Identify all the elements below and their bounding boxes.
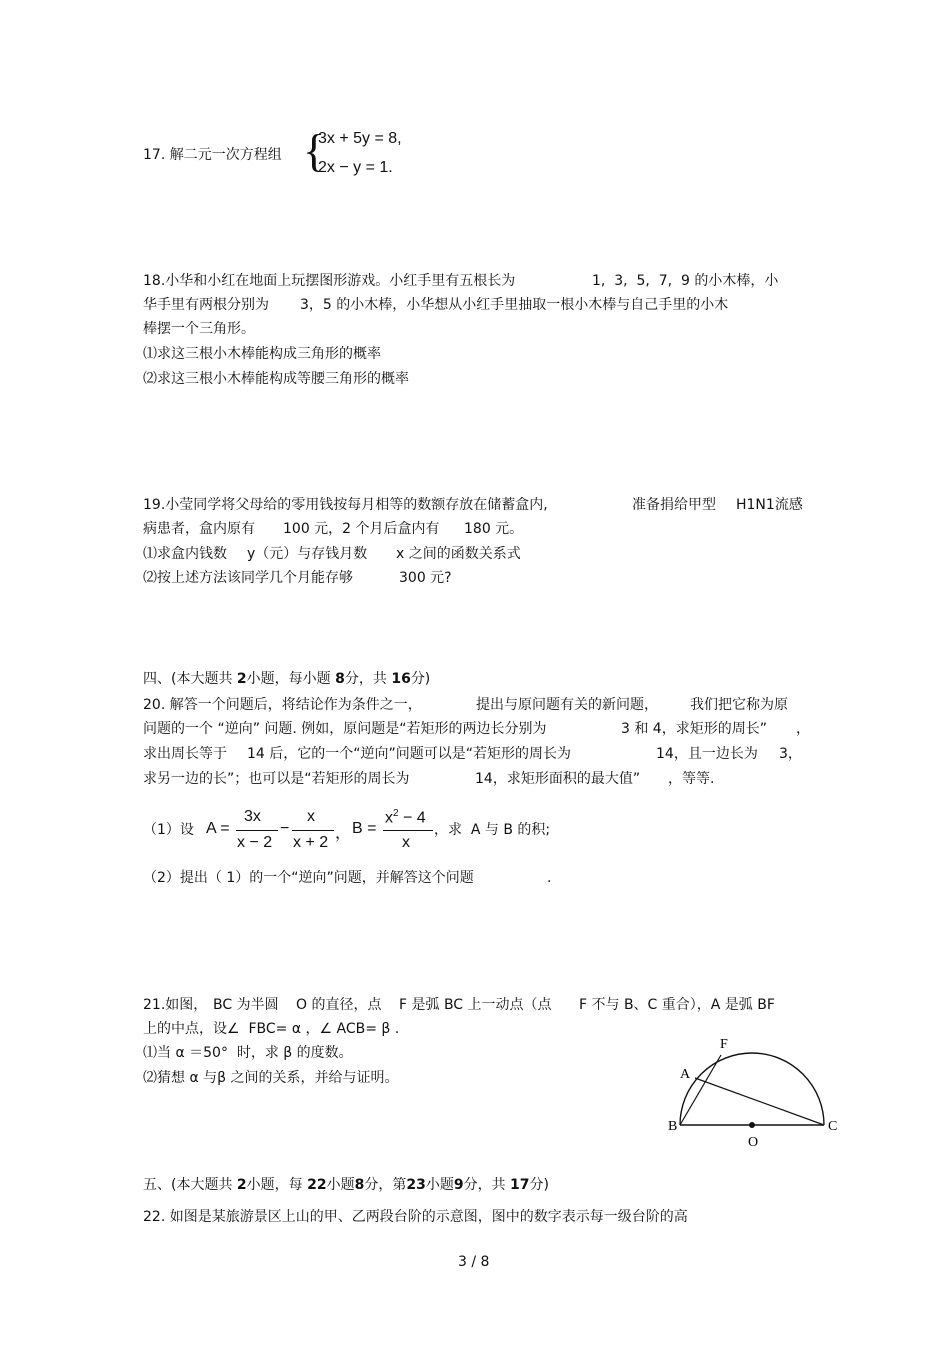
q21-line1a: 21.如图，: [143, 997, 208, 1013]
q17-label: 17. 解二元一次方程组: [143, 147, 282, 163]
q19-line2b: 100 元，2 个月后盒内有: [283, 521, 440, 537]
q19-part1b: y（元）与存钱月数: [247, 546, 368, 562]
q18-line2a: 华手里有两根分别为: [143, 297, 269, 313]
q20-fraction2-denominator: x + 2: [293, 834, 329, 851]
q20-line1c: 我们把它称为原: [690, 697, 788, 713]
q20-line1b: 提出与原问题有关的新问题，: [476, 697, 658, 713]
brace-symbol: {: [303, 125, 326, 176]
q21-line1d: F 是弧 BC 上一动点（点: [399, 997, 552, 1013]
center-point-o: [749, 1122, 755, 1128]
q20-part1-label: （1）设: [143, 822, 194, 838]
q19-part1c: x 之间的函数关系式: [396, 546, 521, 562]
fraction-bar: [236, 830, 278, 831]
label-a: A: [680, 1067, 691, 1082]
q18-line1b: 1, 3, 5, 7, 9 的小木棒，小: [592, 273, 779, 289]
section5-header: 五、(本大题共 2小题，每 22小题8分，第23小题9分，共 17分): [143, 1177, 549, 1193]
chord-ac: [695, 1078, 824, 1125]
q17-equation-1: 3x + 5y = 8,: [318, 130, 402, 147]
q20-line4c: ，等等.: [668, 771, 715, 787]
q19-line2c: 180 元。: [464, 521, 524, 537]
q21-line1c: O 的直径，点: [296, 997, 382, 1013]
q21-line1e: F 不与 B、C 重合），A 是弧 BF: [579, 997, 775, 1013]
label-c: C: [828, 1119, 838, 1134]
q20-line3b: 14 后，它的一个“逆向”问题可以是“若矩形的周长为: [247, 746, 572, 762]
fraction-bar: [383, 830, 433, 831]
q19-line1b: 准备捐给甲型: [632, 497, 716, 513]
q20-part1-tail: ，求 A 与 B 的积;: [434, 822, 551, 838]
label-o: O: [748, 1135, 759, 1150]
q20-line3a: 求出周长等于: [143, 746, 227, 762]
q20-line4a: 求另一边的长”；也可以是“若矩形的周长为: [143, 771, 410, 787]
q21-line1b: BC 为半圆: [213, 997, 279, 1013]
q19-line1c: H1N1流感: [736, 497, 803, 513]
page-number: 3 / 8: [458, 1254, 490, 1270]
q20-comma: ，: [335, 825, 352, 842]
q19-part2a: ⑵按上述方法该同学几个月能存够: [143, 570, 353, 586]
q20-line1a: 20. 解答一个问题后，将结论作为条件之一，: [143, 697, 422, 713]
q20-fraction1-denominator: x − 2: [237, 834, 273, 851]
q18-part2: ⑵求这三根小木棒能构成等腰三角形的概率: [143, 371, 409, 387]
fraction-bar: [292, 830, 334, 831]
section4-header: 四、(本大题共 2小题，每小题 8分，共 16分): [143, 671, 431, 687]
label-f: F: [720, 1037, 728, 1052]
q20-fraction1-numerator: 3x: [244, 808, 261, 825]
semicircle-figure: [660, 1030, 850, 1150]
q19-line1a: 19.小莹同学将父母给的零用钱按每月相等的数额存放在储蓄盒内,: [143, 497, 548, 513]
q18-line1a: 18.小华和小红在地面上玩摆图形游戏。小红手里有五根长为: [143, 273, 516, 289]
q20-part2: （2）提出（ 1）的一个“逆向”问题，并解答这个问题: [143, 870, 474, 886]
q20-fraction3-denominator: x: [402, 834, 410, 851]
label-b: B: [668, 1119, 678, 1134]
q19-part2b: 300 元?: [399, 570, 452, 586]
q20-minus-sign: −: [280, 820, 290, 837]
q20-line4b: 14，求矩形面积的最大值”: [475, 771, 641, 787]
q20-line2b: 3 和 4，求矩形的周长”: [621, 721, 767, 737]
q20-line2c: ，: [796, 721, 810, 737]
q21-part2: ⑵猜想 α 与β 之间的关系，并给与证明。: [143, 1070, 399, 1086]
q20-line2a: 问题的一个 “逆向” 问题. 例如，原问题是“若矩形的两边长分别为: [143, 721, 547, 737]
q17-equation-2: 2x − y = 1.: [318, 159, 393, 176]
q20-fraction2-numerator: x: [307, 808, 315, 825]
q20-A-symbol: A =: [206, 820, 230, 837]
q20-fraction3-numerator: $x^2 - 4$: [385, 808, 426, 827]
q20-line3d: 3，: [779, 746, 802, 762]
q20-B-symbol: B =: [352, 820, 377, 837]
q20-line3c: 14，且一边长为: [656, 746, 758, 762]
q20-part2-end: .: [547, 870, 552, 886]
chord-bf: [680, 1055, 721, 1125]
q18-line3: 棒摆一个三角形。: [143, 321, 255, 337]
q21-line2: 上的中点，设∠ FBC= α ，∠ ACB= β .: [143, 1021, 400, 1037]
q18-part1: ⑴求这三根小木棒能构成三角形的概率: [143, 346, 381, 362]
q18-line2b: 3，5 的小木棒，小华想从小红手里抽取一根小木棒与自己手里的小木: [300, 297, 729, 313]
q21-part1: ⑴当 α ＝50° 时，求 β 的度数。: [143, 1045, 353, 1061]
q22-line1: 22. 如图是某旅游景区上山的甲、乙两段台阶的示意图，图中的数字表示每一级台阶的高: [143, 1209, 688, 1225]
q19-part1a: ⑴求盒内钱数: [143, 546, 227, 562]
q19-line2a: 病患者，盒内原有: [143, 521, 255, 537]
